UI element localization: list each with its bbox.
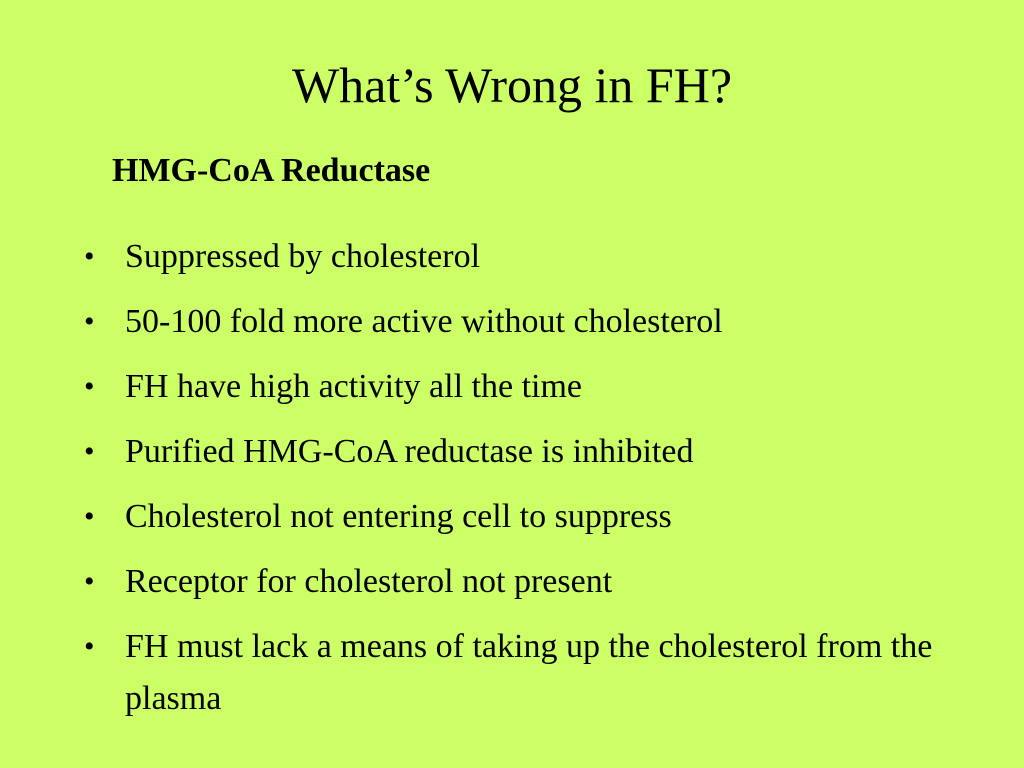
bullet-item (84, 231, 964, 283)
bullet-item (84, 296, 964, 348)
bullet-item (84, 621, 964, 725)
bullet-dot: • (84, 630, 95, 663)
bullet-text: Receptor for cholesterol not present (125, 563, 613, 600)
bullet-text: Cholesterol not entering cell to suppress (125, 498, 672, 535)
bullet-text: FH must lack a means of taking up the cholesterol from the plasma (125, 628, 933, 717)
bullet-text: Suppressed by cholesterol (125, 238, 481, 275)
bullet-text: 50-100 fold more active without cholesterol (125, 303, 723, 340)
bullet-item (84, 556, 964, 608)
bullet-text: FH have high activity all the time (125, 368, 583, 405)
bullet-dot: • (84, 500, 95, 533)
bullet-list (84, 231, 964, 738)
bullet-dot: • (84, 370, 95, 403)
bullet-text: Purified HMG-CoA reductase is inhibited (125, 433, 694, 470)
bullet-item (84, 361, 964, 413)
slide-subtitle: HMG-CoA Reductase (112, 152, 431, 189)
bullet-item (84, 491, 964, 543)
bullet-item (84, 426, 964, 478)
slide-title: What’s Wrong in FH? (291, 57, 733, 113)
bullet-dot: • (84, 240, 95, 273)
bullet-dot: • (84, 565, 95, 598)
bullet-dot: • (84, 305, 95, 338)
bullet-dot: • (84, 435, 95, 468)
